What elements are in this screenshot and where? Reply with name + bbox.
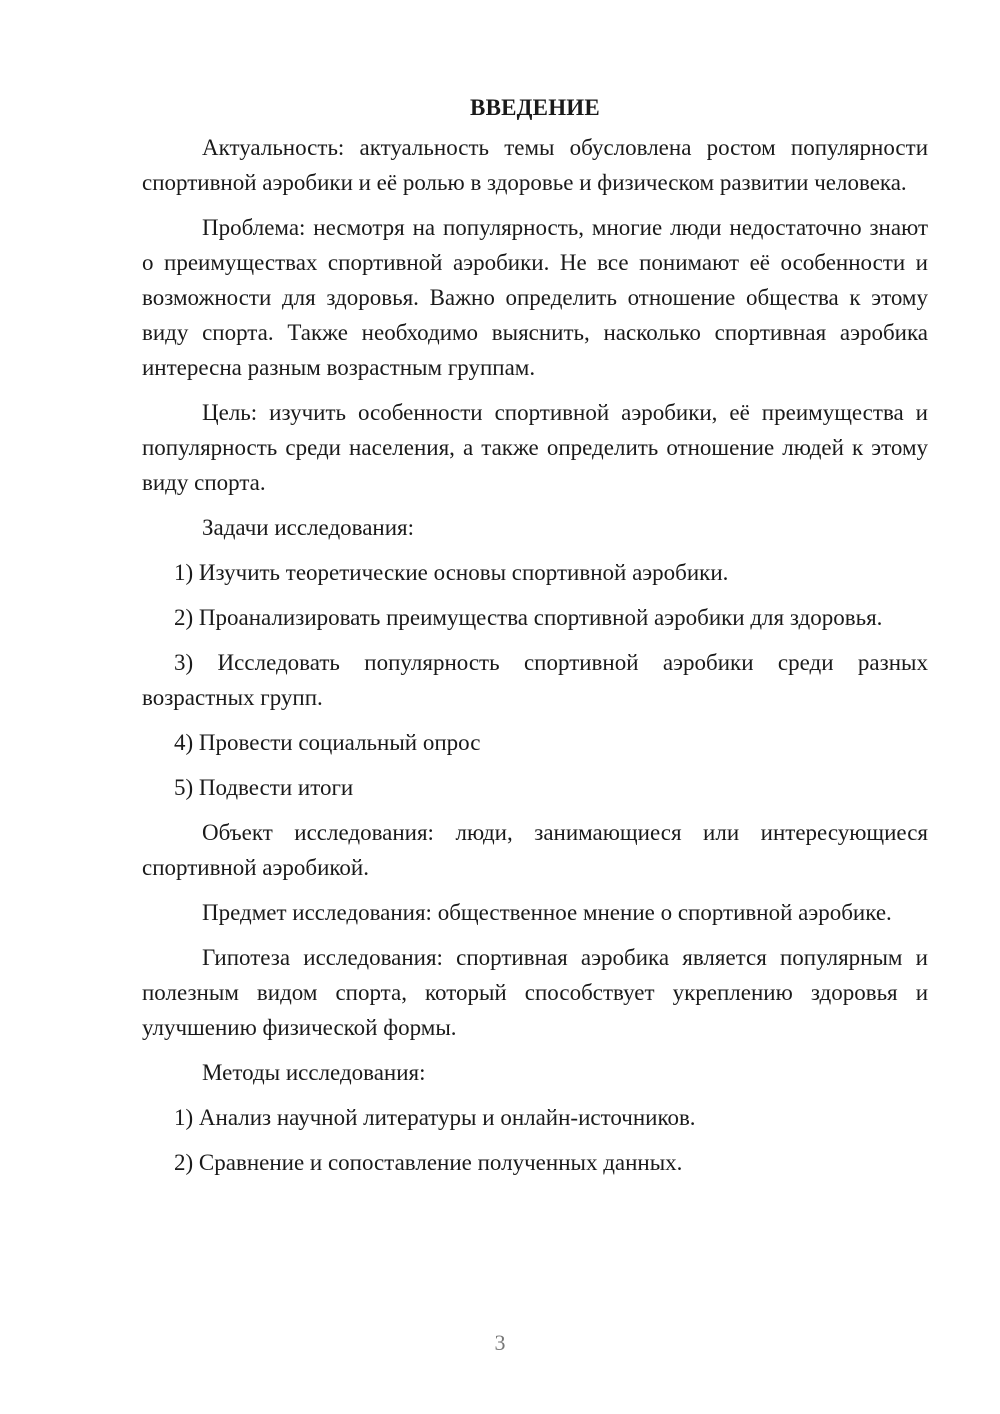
paragraph-tasks-heading: Задачи исследования: [202, 515, 415, 540]
paragraph-goal: Цель: изучить особенности спортивной аэробики, её преимущества и популярность среди населения, а также определить отношение людей к этому виду спорта. [142, 400, 928, 495]
paragraph-relevance: Актуальность: актуальность темы обусловлена ростом популярности спортивной аэробики и её ролью в здоровье и физическом развитии человека. [142, 135, 928, 195]
task-item-1: 1) Изучить теоретические основы спортивной аэробики. [174, 560, 729, 585]
paragraph-object: Объект исследования: люди, занимающиеся или интересующиеся спортивной аэробикой. [142, 820, 928, 880]
paragraph-methods-heading: Методы исследования: [202, 1060, 426, 1085]
paragraph-problem: Проблема: несмотря на популярность, многие люди недостаточно знают о преимуществах спортивной аэробики. Не все понимают её особенности и возможности для здоровья. Важно определить отношение общества к этому виду спорта. Также необходимо выяснить, насколько спортивная аэробика интересна разным возрастным группам. [142, 215, 928, 380]
document-page [142, 90, 928, 1190]
task-item-4: 4) Провести социальный опрос [174, 730, 481, 755]
task-item-5: 5) Подвести итоги [174, 775, 354, 800]
paragraph-subject: Предмет исследования: общественное мнение о спортивной аэробике. [202, 900, 892, 925]
method-item-2: 2) Сравнение и сопоставление полученных данных. [174, 1150, 683, 1175]
section-title: ВВЕДЕНИЕ [470, 95, 600, 120]
task-item-3: 3) Исследовать популярность спортивной аэробики среди разных возрастных групп. [142, 650, 928, 710]
method-item-1: 1) Анализ научной литературы и онлайн-источников. [174, 1105, 696, 1130]
paragraph-hypothesis: Гипотеза исследования: спортивная аэробика является популярным и полезным видом спорта, который способствует укреплению здоровья и улучшению физической формы. [142, 945, 928, 1040]
task-item-2: 2) Проанализировать преимущества спортивной аэробики для здоровья. [174, 605, 883, 630]
page-number: 3 [494, 1330, 506, 1355]
